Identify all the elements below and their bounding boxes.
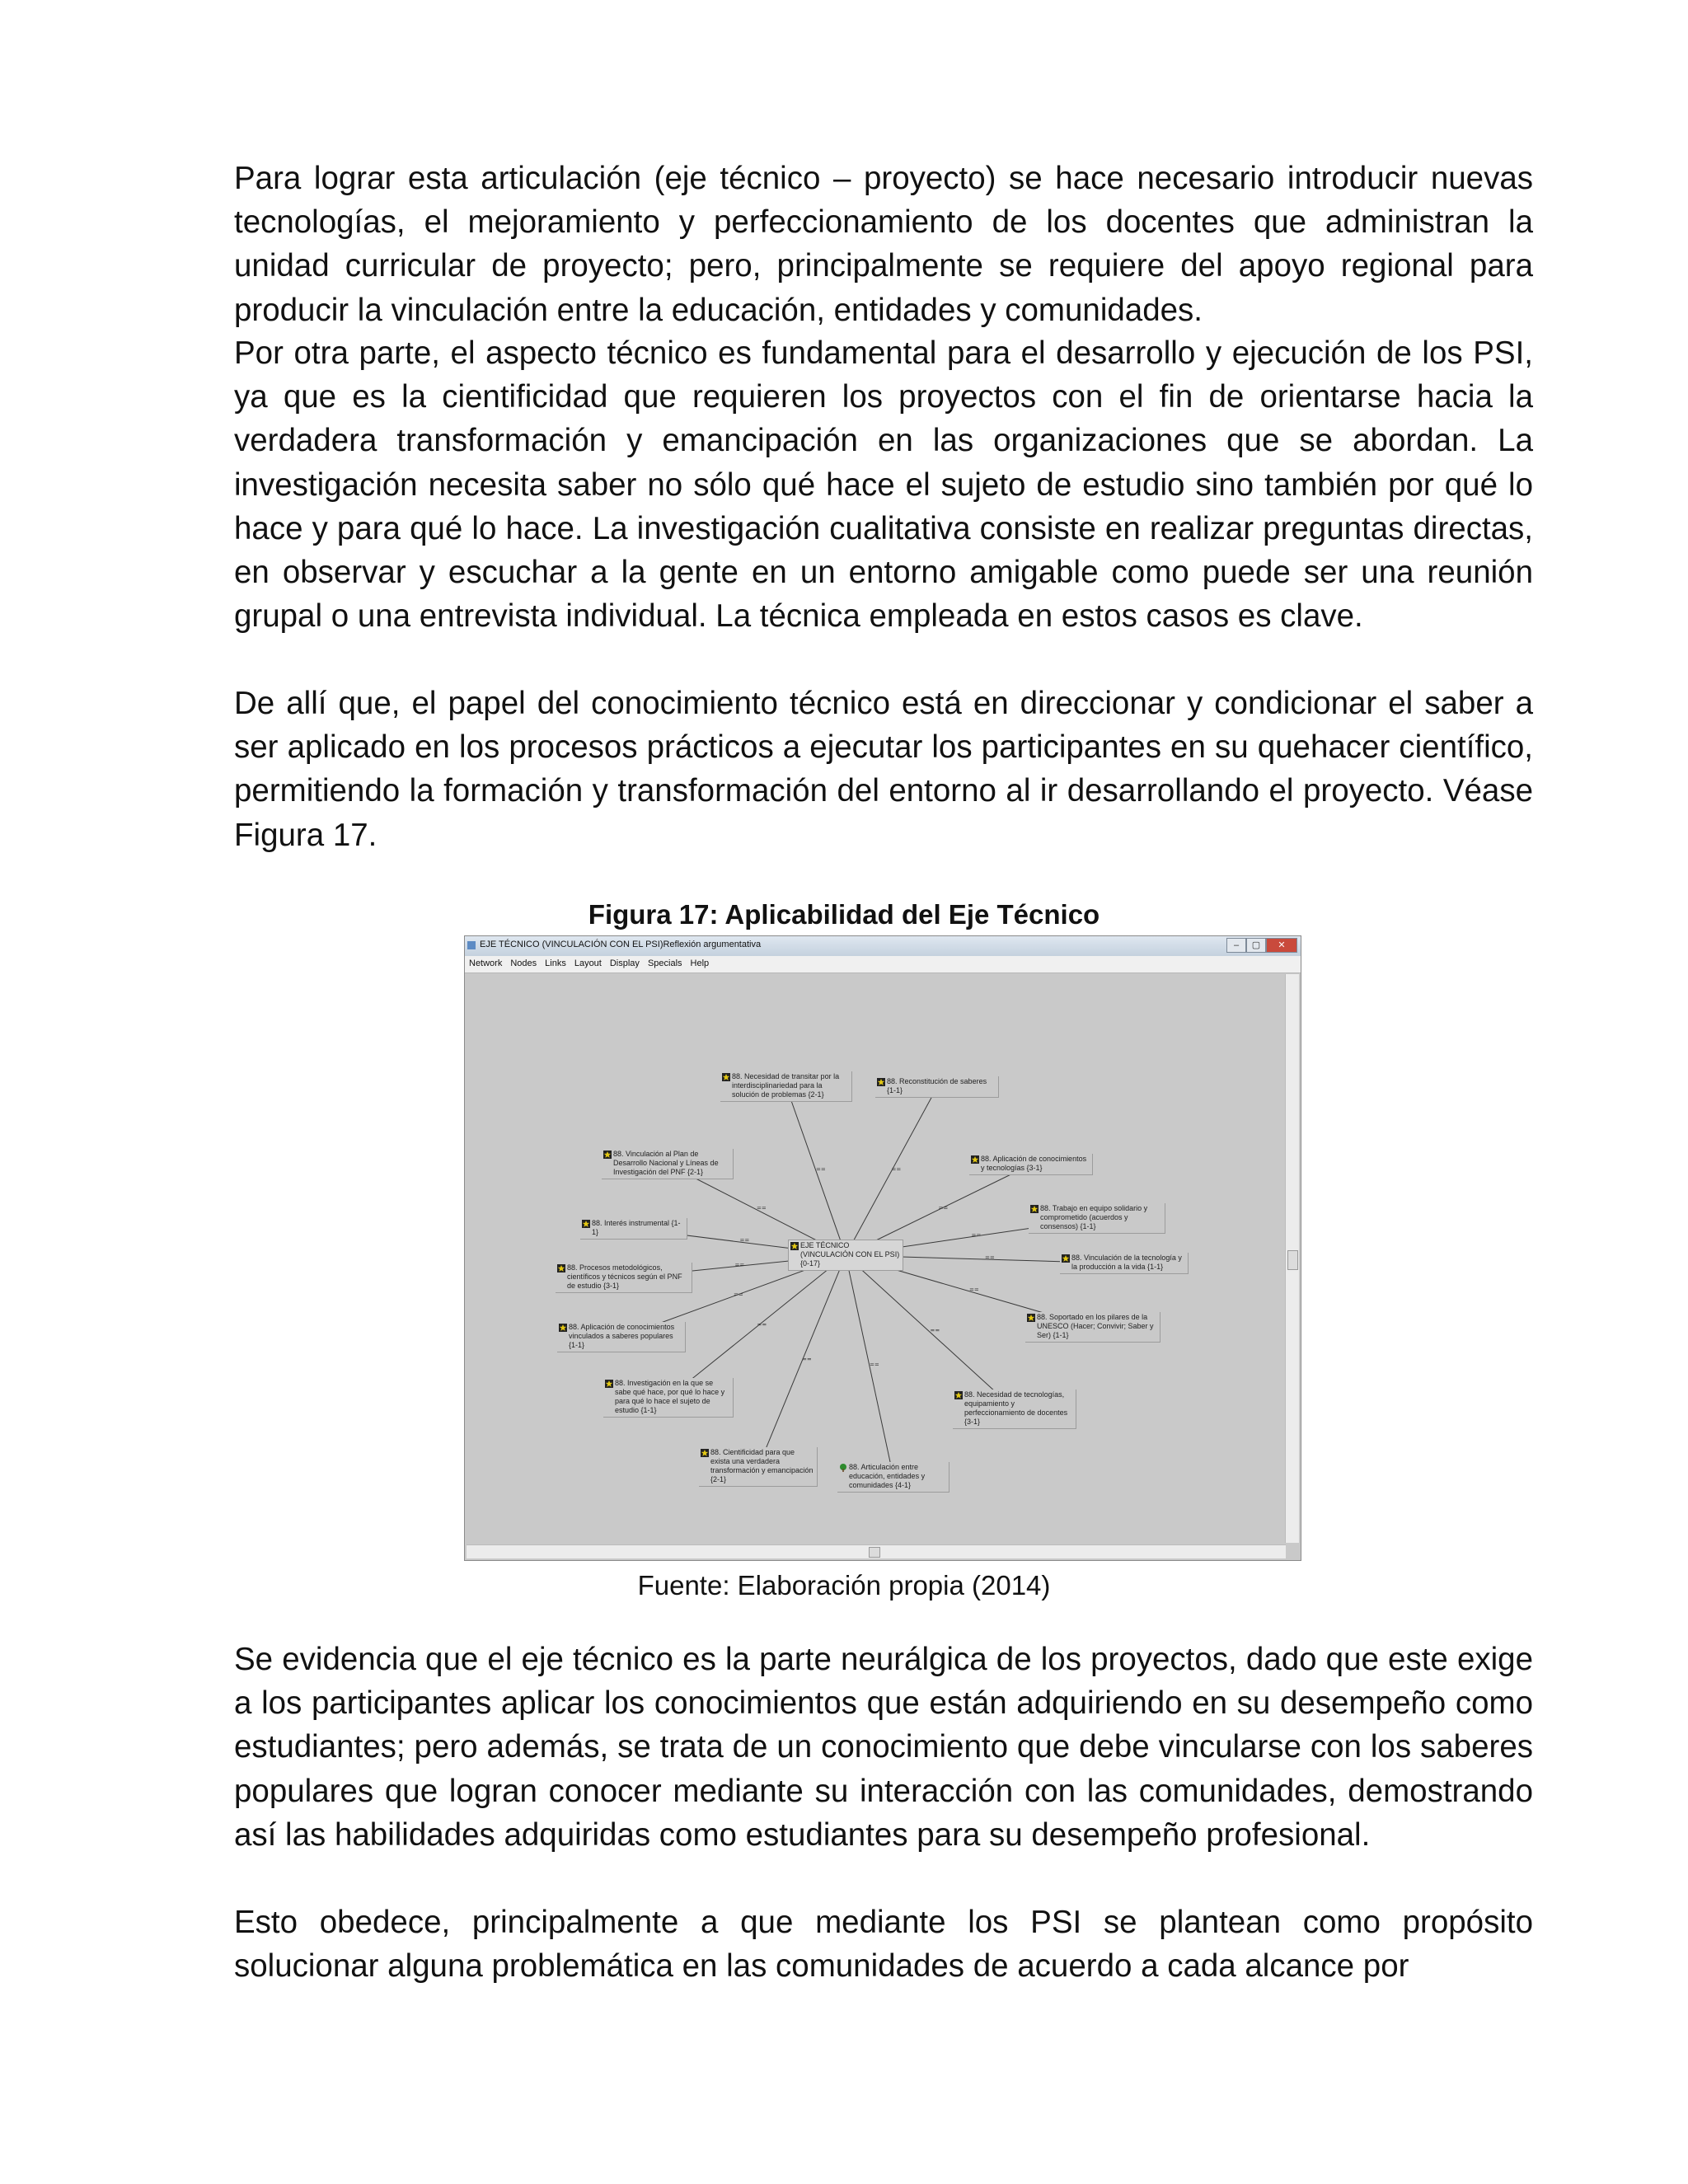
- network-node[interactable]: 88. Aplicación de conocimientos y tecnologías {3-1}: [969, 1154, 1093, 1175]
- star-icon: [1027, 1314, 1035, 1322]
- network-canvas[interactable]: [467, 974, 1284, 1543]
- paragraph-1: Para lograr esta articulación (eje técnico – proyecto) se hace necesario introducir nuevas tecnologías, el mejoramiento y perfeccionamiento de los docentes que administran la unidad curricular de proyecto; pero, principalmente se requiere del apoyo regional para producir la vinculación entre la educación, entidades y comunidades.: [234, 161, 1533, 328]
- paragraph-3: De allí que, el papel del conocimiento técnico está en direccionar y condicionar el saber a ser aplicado en los procesos prácticos a ejecutar los participantes en su quehacer científico, permitiendo la formación y transformación del entorno al ir desarrollando el proyecto. Véase Figura 17.: [234, 686, 1533, 853]
- network-node[interactable]: 88. Vinculación de la tecnología y la producción a la vida {1-1}: [1060, 1253, 1189, 1274]
- link-label: ==: [734, 1261, 745, 1268]
- network-node[interactable]: 88. Investigación en la que se sabe qué hace, por qué lo hace y para qué lo hace el sujeto de estudio {1-1}: [603, 1378, 734, 1418]
- app-window: [464, 935, 1301, 1561]
- star-icon: [971, 1155, 979, 1164]
- network-node[interactable]: 88. Aplicación de conocimientos vinculados a saberes populares {1-1}: [557, 1322, 686, 1352]
- star-icon: [559, 1324, 567, 1332]
- link-label: ==: [971, 1231, 982, 1239]
- star-icon: [790, 1242, 799, 1250]
- star-icon: [582, 1220, 590, 1228]
- tree-icon: [839, 1464, 847, 1472]
- link-label: ==: [734, 1291, 743, 1298]
- network-node[interactable]: 88. Interés instrumental {1-1}: [580, 1218, 687, 1240]
- star-icon: [877, 1078, 885, 1086]
- network-node[interactable]: 88. Trabajo en equipo solidario y comprometido (acuerdos y consensos) {1-1}: [1029, 1203, 1165, 1234]
- network-node[interactable]: 88. Reconstitución de saberes {1-1}: [875, 1076, 999, 1098]
- center-node[interactable]: EJE TÉCNICO (VINCULACIÓN CON EL PSI) {0-17}: [788, 1240, 903, 1271]
- network-node[interactable]: 88. Procesos metodológicos, científicos y técnicos según el PNF de estudio {3-1}: [556, 1263, 692, 1293]
- network-node[interactable]: 88. Soportado en los pilares de la UNESCO (Hacer; Convivir; Saber y Ser) {1-1}: [1025, 1312, 1160, 1343]
- paragraph-5: Esto obedece, principalmente a que mediante los PSI se plantean como propósito solucionar alguna problemática en las comunidades de acuerdo a cada alcance por: [234, 1905, 1533, 1985]
- link-label: ==: [985, 1254, 995, 1261]
- scroll-thumb[interactable]: [869, 1547, 880, 1558]
- figure-source: Fuente: Elaboración propia (2014): [637, 1570, 1051, 1601]
- menu-network[interactable]: Network: [469, 958, 503, 968]
- menu-display[interactable]: Display: [609, 958, 640, 968]
- minimize-button[interactable]: –: [1226, 938, 1246, 953]
- menu-nodes[interactable]: Nodes: [510, 958, 537, 968]
- link-label: ==: [802, 1356, 812, 1363]
- app-icon: [467, 941, 476, 949]
- link-label: ==: [757, 1321, 767, 1329]
- network-node[interactable]: 88. Vinculación al Plan de Desarrollo Nacional y Líneas de Investigación del PNF {2-1}: [602, 1149, 734, 1179]
- maximize-button[interactable]: ▢: [1246, 938, 1266, 953]
- link-label: ==: [938, 1205, 949, 1212]
- window-title: EJE TÉCNICO (VINCULACIÓN CON EL PSI)Reflexión argumentativa: [480, 940, 762, 949]
- link-label: ==: [816, 1165, 826, 1173]
- horizontal-scrollbar[interactable]: [467, 1544, 1286, 1558]
- window-titlebar: [465, 936, 1301, 956]
- link-label: ==: [930, 1327, 940, 1334]
- network-node[interactable]: 88. Cientificidad para que exista una verdadera transformación y emancipación {2-1}: [699, 1447, 818, 1487]
- star-icon: [954, 1391, 963, 1399]
- menu-layout[interactable]: Layout: [574, 958, 602, 968]
- star-icon: [1030, 1205, 1039, 1213]
- menu-bar: [465, 956, 1301, 973]
- network-node[interactable]: 88. Articulación entre educación, entidades y comunidades {4-1}: [837, 1462, 950, 1493]
- link-label: ==: [891, 1166, 902, 1173]
- star-icon: [722, 1073, 730, 1081]
- link-label: ==: [969, 1286, 979, 1293]
- star-icon: [603, 1151, 612, 1159]
- network-node[interactable]: 88. Necesidad de transitar por la interdisciplinariedad para la solución de problemas {2-1}: [720, 1071, 852, 1102]
- link-label: ==: [739, 1237, 750, 1244]
- menu-specials[interactable]: Specials: [647, 958, 682, 968]
- network-node[interactable]: 88. Necesidad de tecnologías, equipamiento y perfeccionamiento de docentes {3-1}: [953, 1390, 1076, 1429]
- link-label: ==: [870, 1361, 879, 1368]
- star-icon: [605, 1380, 613, 1388]
- scroll-thumb[interactable]: [1287, 1250, 1298, 1270]
- vertical-scrollbar[interactable]: [1285, 974, 1299, 1543]
- paragraph-2: Por otra parte, el aspecto técnico es fundamental para el desarrollo y ejecución de los PSI, ya que es la cientificidad que requieren los proyectos con el fin de orientarse hacia la verdadera transformación y emancipación en las organizaciones que se abordan. La investigación necesita saber no sólo qué hace el sujeto de estudio sino también por qué lo hace y para qué lo hace. La investigación cualitativa consiste en realizar preguntas directas, en observar y escuchar a la gente en un entorno amigable como puede ser una reunión grupal o una entrevista individual. La técnica empleada en estos casos es clave.: [234, 335, 1533, 635]
- star-icon: [1062, 1254, 1070, 1263]
- figure-title: Figura 17: Aplicabilidad del Eje Técnico: [588, 899, 1100, 930]
- menu-links[interactable]: Links: [545, 958, 566, 968]
- star-icon: [701, 1449, 709, 1457]
- paragraph-4: Se evidencia que el eje técnico es la parte neurálgica de los proyectos, dado que este exige a los participantes aplicar los conocimientos que están adquiriendo en su desempeño como estudiantes; pero además, se trata de un conocimiento que debe vincularse con los saberes populares que logran conocer mediante su interacción con las comunidades, demostrando así las habilidades adquiridas como estudiantes para su desempeño profesional.: [234, 1642, 1533, 1853]
- star-icon: [557, 1264, 565, 1272]
- link-label: ==: [757, 1204, 767, 1212]
- menu-help[interactable]: Help: [690, 958, 710, 968]
- close-button[interactable]: ✕: [1266, 938, 1297, 953]
